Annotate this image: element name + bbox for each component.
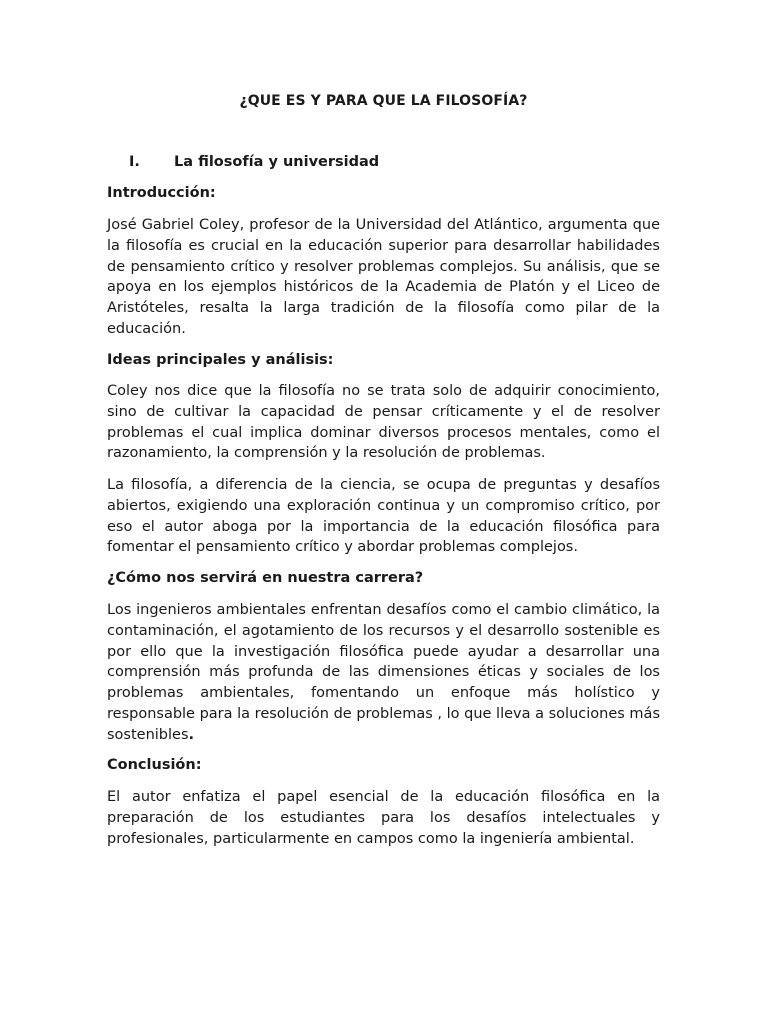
section-label: La filosofía y universidad xyxy=(174,154,380,170)
intro-paragraph: José Gabriel Coley, profesor de la Universidad del Atlántico, argumenta que la filosofía es crucial en la educación superior para desarrollar habilidades de pensamiento crítico y resolver problemas complejos. Su análisis, que se apoya en los ejemplos históricos de la Academia de Platón y el Liceo de Aristóteles, resalta la larga tradición de la filosofía como pilar de la educación. xyxy=(107,217,660,337)
conclusion-paragraph: El autor enfatiza el papel esencial de la educación filosófica en la preparación de los estudiantes para los desafíos intelectuales y profesionales, particularmente en campos como la ingeniería ambiental. xyxy=(107,789,660,847)
intro-heading: Introducción: xyxy=(107,185,216,201)
career-heading: ¿Cómo nos servirá en nuestra carrera? xyxy=(107,570,424,586)
conclusion-heading: Conclusión: xyxy=(107,757,202,773)
career-paragraph xyxy=(107,600,660,745)
career-paragraph-end: . xyxy=(188,726,195,743)
ideas-paragraph-1: Coley nos dice que la filosofía no se trata solo de adquirir conocimiento, sino de cultivar la capacidad de pensar críticamente y el de resolver problemas el cual implica dominar diversos procesos mentales, como el razonamiento, la comprensión y la resolución de problemas. xyxy=(107,383,660,462)
section-heading xyxy=(129,153,379,171)
ideas-paragraph-2: La filosofía, a diferencia de la ciencia, se ocupa de preguntas y desafíos abiertos, exigiendo una exploración continua y un compromiso crítico, por eso el autor aboga por la importancia de la educación filosófica para fomentar el pensamiento crítico y abordar problemas complejos. xyxy=(107,477,660,556)
career-paragraph-text: Los ingenieros ambientales enfrentan desafíos como el cambio climático, la contaminación, el agotamiento de los recursos y el desarrollo sostenible es por ello que la investigación filosófica puede ayudar a desarrollar una comprensión más profunda de las dimensiones éticas y sociales de los problemas ambientales, fomentando un enfoque más holístico y responsable para la resolución de problemas , lo que lleva a soluciones más sostenibles xyxy=(107,602,660,743)
document-title: ¿QUE ES Y PARA QUE LA FILOSOFÍA? xyxy=(239,93,528,109)
ideas-heading: Ideas principales y análisis: xyxy=(107,352,334,368)
section-number: I. xyxy=(129,154,140,170)
